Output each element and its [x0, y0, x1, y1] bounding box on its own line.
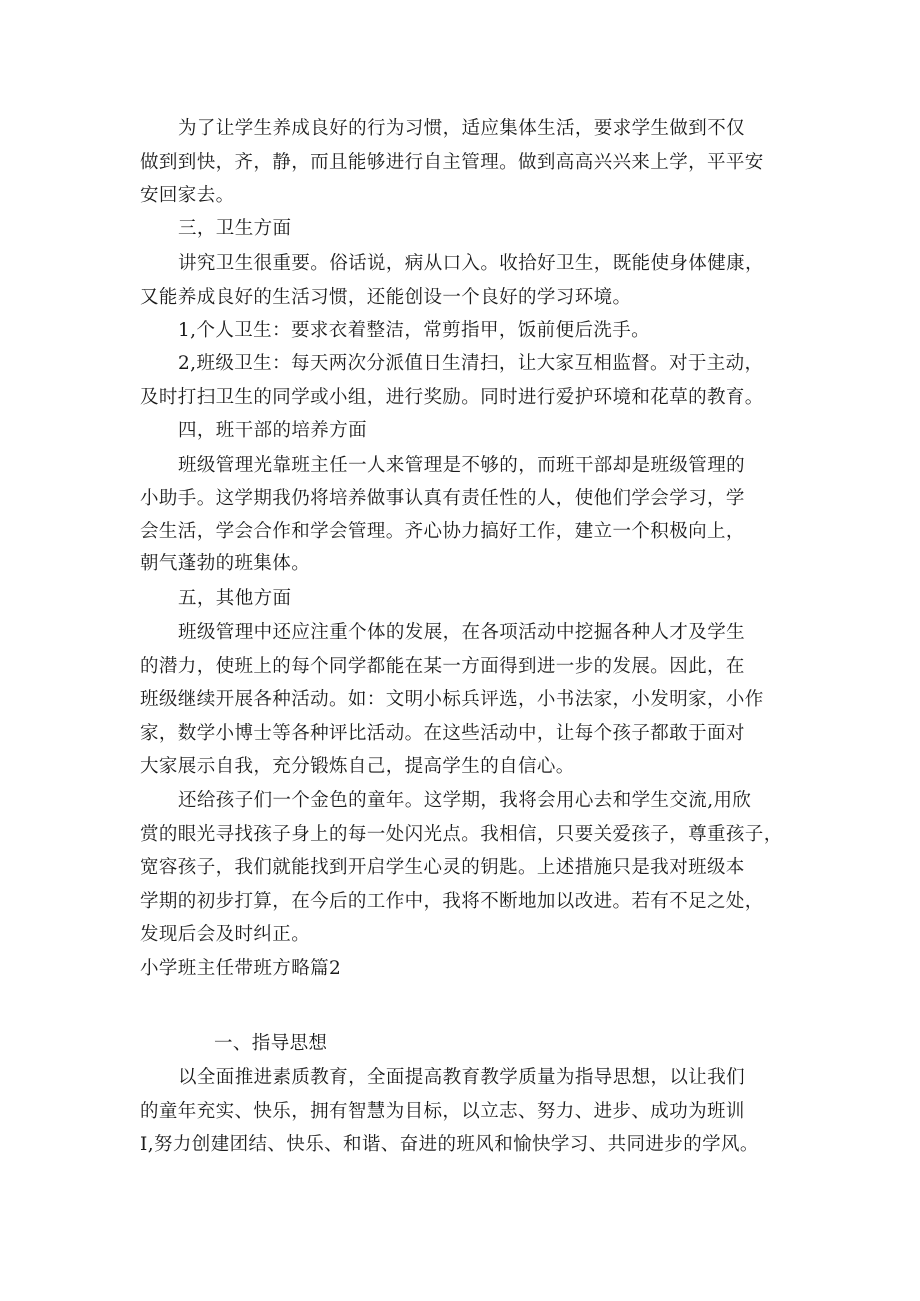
paragraph-line: 还给孩子们一个金色的童年。这学期，我将会用心去和学生交流,用欣	[178, 790, 752, 811]
paragraph-line: 小助手。这学期我仍将培养做事认真有责任性的人，使他们学会学习，学	[140, 488, 745, 509]
paragraph-line: 班级管理光靠班主任一人来管理是不够的，而班干部却是班级管理的	[178, 455, 746, 476]
paragraph-line: I,努力创建团结、快乐、和谐、奋进的班风和愉快学习、共同进步的学风。	[140, 1134, 759, 1155]
article-title: 小学班主任带班方略篇2	[140, 958, 342, 979]
section-heading: 三，卫生方面	[178, 218, 292, 239]
paragraph-line: 做到到快，齐，静，而且能够进行自主管理。做到高高兴兴来上学，平平安	[140, 152, 764, 173]
paragraph-line: 家，数学小博士等各种评比活动。在这些活动中，让每个孩子都敢于面对	[140, 723, 745, 744]
paragraph-line: 为了让学生养成良好的行为习惯，适应集体生活，要求学生做到不仅	[178, 118, 746, 139]
paragraph-line: 学期的初步打算，在今后的工作中，我将不断地加以改进。若有不足之处，	[140, 891, 764, 912]
paragraph-line: 赏的眼光寻找孩子身上的每一处闪光点。我相信，只要关爱孩子，尊重孩子，	[140, 824, 783, 845]
paragraph-line: 班级继续开展各种活动。如：文明小标兵评选，小书法家，小发明家，小作	[140, 689, 764, 710]
paragraph-line: 安回家去。	[140, 185, 235, 206]
paragraph-line: 的潜力，使班上的每个同学都能在某一方面得到进一步的发展。因此，在	[140, 656, 745, 677]
paragraph-line: 朝气蓬勃的班集体。	[140, 553, 311, 574]
paragraph-line: 班级管理中还应注重个体的发展，在各项活动中挖掘各种人才及学生	[178, 622, 746, 643]
list-item: 1,个人卫生：要求衣着整洁，常剪指甲，饭前便后洗手。	[178, 320, 651, 341]
paragraph-line: 及时打扫卫生的同学或小组，进行奖励。同时进行爱护环境和花草的教育。	[140, 387, 764, 408]
paragraph-line: 大家展示自我，充分锻炼自己，提高学生的自信心。	[140, 756, 575, 777]
paragraph-line: 会生活，学会合作和学会管理。齐心协力搞好工作，建立一个积极向上，	[140, 521, 745, 542]
paragraph-line: 的童年充实、快乐，拥有智慧为目标，以立志、努力、进步、成功为班训	[140, 1101, 745, 1122]
paragraph-line: 发现后会及时纠正。	[140, 924, 311, 945]
paragraph-line: 以全面推进素质教育，全面提高教育教学质量为指导思想，以让我们	[178, 1067, 746, 1088]
list-item: 2,班级卫生：每天两次分派值日生清扫，让大家互相监督。对于主动，	[178, 353, 764, 374]
section-heading: 四，班干部的培养方面	[178, 420, 368, 441]
section-heading: 五，其他方面	[178, 588, 292, 609]
paragraph-line: 宽容孩子，我们就能找到开启学生心灵的钥匙。上述措施只是我对班级本	[140, 857, 745, 878]
section-heading: 一、指导思想	[214, 1033, 328, 1054]
paragraph-line: 又能养成良好的生活习惯，还能创设一个良好的学习环境。	[140, 287, 632, 308]
paragraph-line: 讲究卫生很重要。俗话说，病从口入。收拾好卫生，既能使身体健康，	[178, 253, 764, 274]
